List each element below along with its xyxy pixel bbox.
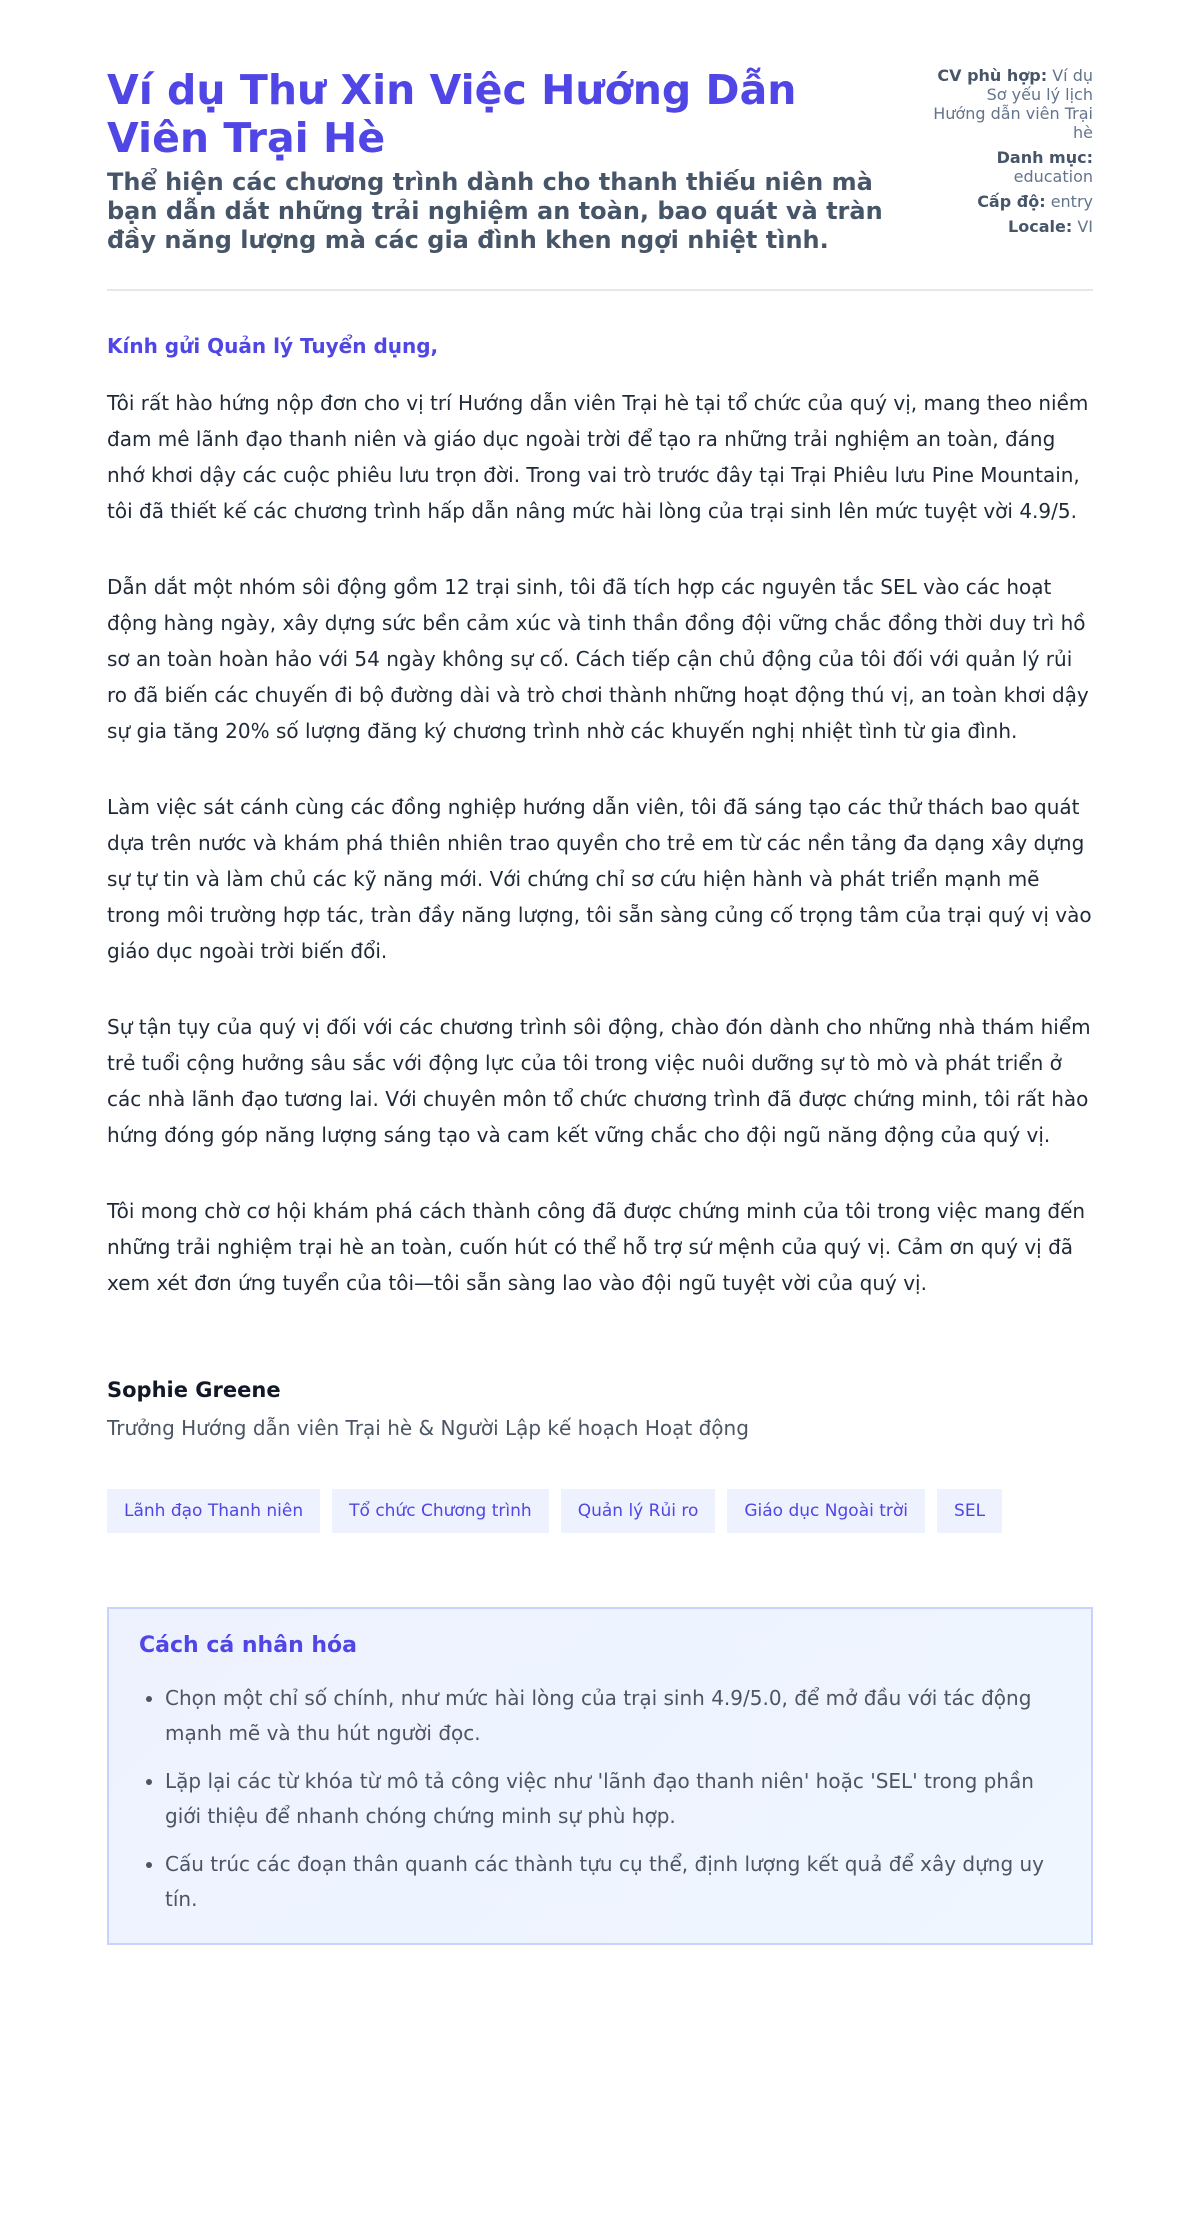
letter-paragraph: Tôi rất hào hứng nộp đơn cho vị trí Hướng dẫn viên Trại hè tại tổ chức của quý vị, mang theo niềm đam mê lãnh đạo thanh niên và giáo dục ngoài trời để tạo ra những trải nghiệm an toàn, đáng nhớ khơi dậy các cuộc phiêu lưu trọn đời. Trong vai trò trước đây tại Trại Phiêu lưu Pine Mountain, tôi đã thiết kế các chương trình hấp dẫn nâng mức hài lòng của trại sinh lên mức tuyệt vời 4.9/5. xyxy=(107,391,1089,523)
meta-level xyxy=(933,192,1093,211)
meta-cv-value[interactable]: Ví dụ Sơ yếu lý lịch Hướng dẫn viên Trại hè xyxy=(933,66,1093,142)
page-title: Ví dụ Thư Xin Việc Hướng Dẫn Viên Trại Hè xyxy=(107,66,797,162)
skill-tags xyxy=(107,1489,1093,1533)
personalization-tips xyxy=(107,1607,1093,1945)
letter-paragraph: Làm việc sát cánh cùng các đồng nghiệp hướng dẫn viên, tôi đã sáng tạo các thử thách bao quát dựa trên nước và khám phá thiên nhiên trao quyền cho trẻ em từ các nền tảng đa dạng xây dựng sự tự tin và làm chủ các kỹ năng mới. Với chứng chỉ sơ cứu hiện hành và phát triển mạnh mẽ trong môi trường hợp tác, tràn đầy năng lượng, tôi sẵn sàng củng cố trọng tâm của trại quý vị vào giáo dục ngoài trời biến đổi. xyxy=(107,795,1092,963)
meta-level-value: entry xyxy=(1050,192,1093,211)
skill-tag[interactable]: Giáo dục Ngoài trời xyxy=(727,1489,925,1533)
meta-cv-label: CV phù hợp: xyxy=(937,66,1048,85)
meta-locale xyxy=(933,217,1093,236)
meta-cv xyxy=(933,66,1093,142)
tip-item: • Chọn một chỉ số chính, như mức hài lòng của trại sinh 4.9/5.0, để mở đầu với tác động mạnh mẽ và thu hút người đọc. xyxy=(165,1681,1061,1751)
meta-category-value: education xyxy=(1013,167,1093,186)
page-header xyxy=(107,66,1093,291)
signature-name: Sophie Greene xyxy=(107,1378,281,1402)
skill-tag[interactable]: SEL xyxy=(937,1489,1002,1533)
tips-list xyxy=(139,1681,1061,1917)
letter-paragraph: Tôi mong chờ cơ hội khám phá cách thành công đã được chứng minh của tôi trong việc mang đến những trải nghiệm trại hè an toàn, cuốn hút có thể hỗ trợ sứ mệnh của quý vị. Cảm ơn quý vị đã xem xét đơn ứng tuyển của tôi—tôi sẵn sàng lao vào đội ngũ tuyệt vời của quý vị. xyxy=(107,1199,1086,1295)
header-titles xyxy=(107,66,897,255)
meta-panel xyxy=(933,66,1093,242)
meta-locale-value: VI xyxy=(1077,217,1093,236)
tip-item: • Cấu trúc các đoạn thân quanh các thành tựu cụ thể, định lượng kết quả để xây dựng uy tín. xyxy=(165,1847,1061,1917)
meta-category-label: Danh mục: xyxy=(996,148,1093,167)
skill-tag[interactable]: Quản lý Rủi ro xyxy=(561,1489,716,1533)
tips-title: Cách cá nhân hóa xyxy=(139,1633,358,1658)
letter-body xyxy=(107,291,1093,1301)
cover-letter-page xyxy=(107,0,1093,1945)
skill-tag[interactable]: Tổ chức Chương trình xyxy=(332,1489,549,1533)
meta-level-label: Cấp độ: xyxy=(977,192,1046,211)
letter-salutation: Kính gửi Quản lý Tuyển dụng, xyxy=(107,334,439,358)
tip-item: • Lặp lại các từ khóa từ mô tả công việc như 'lãnh đạo thanh niên' hoặc 'SEL' trong phần giới thiệu để nhanh chóng chứng minh sự phù hợp. xyxy=(165,1764,1061,1834)
meta-locale-label: Locale: xyxy=(1008,217,1073,236)
signature-title: Trưởng Hướng dẫn viên Trại hè & Người Lập kế hoạch Hoạt động xyxy=(107,1416,749,1440)
meta-category xyxy=(933,148,1093,186)
letter-paragraph: Sự tận tụy của quý vị đối với các chương trình sôi động, chào đón dành cho những nhà thám hiểm trẻ tuổi cộng hưởng sâu sắc với động lực của tôi trong việc nuôi dưỡng sự tò mò và phát triển ở các nhà lãnh đạo tương lai. Với chuyên môn tổ chức chương trình đã được chứng minh, tôi rất hào hứng đóng góp năng lượng sáng tạo và cam kết vững chắc cho đội ngũ năng động của quý vị. xyxy=(107,1015,1091,1147)
signature-block xyxy=(107,1341,1093,1443)
letter-paragraph: Dẫn dắt một nhóm sôi động gồm 12 trại sinh, tôi đã tích hợp các nguyên tắc SEL vào các hoạt động hàng ngày, xây dựng sức bền cảm xúc và tinh thần đồng đội vững chắc đồng thời duy trì hồ sơ an toàn hoàn hảo với 54 ngày không sự cố. Cách tiếp cận chủ động của tôi đối với quản lý rủi ro đã biến các chuyến đi bộ đường dài và trò chơi thành những hoạt động thú vị, an toàn khơi dậy sự gia tăng 20% số lượng đăng ký chương trình nhờ các khuyến nghị nhiệt tình từ gia đình. xyxy=(107,575,1089,743)
skill-tag[interactable]: Lãnh đạo Thanh niên xyxy=(107,1489,320,1533)
page-subtitle: Thể hiện các chương trình dành cho thanh thiếu niên mà bạn dẫn dắt những trải nghiệm an toàn, bao quát và tràn đầy năng lượng mà các gia đình khen ngợi nhiệt tình. xyxy=(107,168,883,254)
